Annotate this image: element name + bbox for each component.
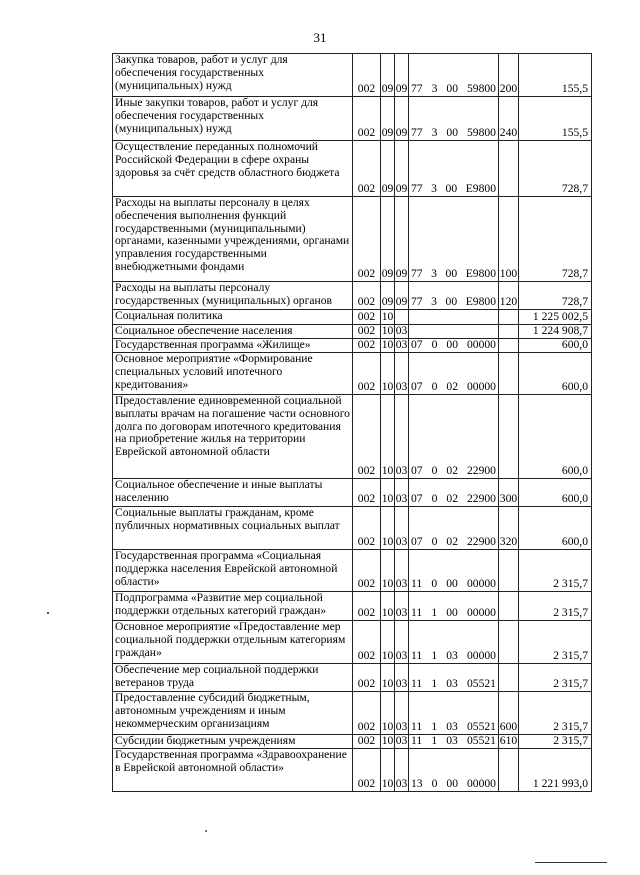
table-row [113,54,592,97]
row-amount: 600,0 [519,395,592,479]
target-article-part: 00 [446,338,458,352]
expense-type-code [499,353,519,395]
dept-code: 002 [353,325,381,339]
target-article-code [409,282,499,310]
target-article-parts [410,493,497,506]
target-article-parts [410,778,497,791]
row-name: Социальное обеспечение населения [113,325,353,339]
target-article-code [409,735,499,749]
section-code: 10 [381,621,395,664]
target-article-part: 00 [446,82,458,96]
section-code: 10 [381,664,395,692]
subsection-code: 03 [395,338,408,352]
target-article-part: 00 [445,295,458,309]
row-name: Обеспечение мер социальной поддержки ветеранов труда [113,664,353,692]
target-article-part: 00 [446,126,458,140]
subsection-code: 03 [395,395,409,479]
expense-type-code [499,395,519,479]
target-article-code [409,749,499,792]
scan-speck [205,830,207,832]
section-code: 10 [381,550,395,592]
dept-code: 002 [353,310,381,325]
page-number: 31 [313,30,327,45]
row-amount: 600,0 [519,507,592,550]
dept-code: 002 [353,479,381,507]
row-name: Осуществление переданных полномочий Российской Федерации в сфере охраны здоровья за счёт средств областного бюджета [113,141,353,197]
table-row [113,395,592,479]
target-article-part: 0 [431,338,438,352]
target-article-code [409,54,499,97]
target-article-parts [410,650,497,663]
subsection-code: 03 [395,507,409,550]
expense-type-code: 610 [499,734,518,748]
target-article-part: 0 [431,380,438,394]
row-name: Социальное обеспечение и иные выплаты населению [113,479,353,507]
expense-type-code [499,749,519,792]
target-article-part: 07 [411,380,423,394]
dept-code: 002 [353,735,381,749]
target-article-part: 00000 [466,338,496,352]
dept-code: 002 [353,197,381,282]
row-amount: 2 315,7 [519,692,592,735]
row-amount: 728,7 [519,282,592,310]
subsection-code [395,310,409,325]
row-amount: 155,5 [519,54,592,97]
table-row [113,749,592,792]
row-name: Закупка товаров, работ и услуг для обеспечения государственных (муниципальных) нужд [113,54,353,97]
target-article-part: 00000 [466,649,496,663]
target-article-parts [410,381,497,394]
section-code: 09 [381,54,395,97]
target-article-part: 07 [411,338,423,352]
row-amount: 155,5 [519,97,592,141]
subsection-code: 03 [395,550,409,592]
target-article-code [409,621,499,664]
target-article-code [409,507,499,550]
target-article-parts [410,735,497,748]
expense-type-code [499,310,519,325]
target-article-part: 00 [446,606,458,620]
target-article-part: 07 [411,535,423,549]
target-article-code [409,97,499,141]
target-article-parts [410,721,497,734]
section-code: 10 [381,749,395,792]
target-article-part: 0 [431,492,438,506]
target-article-part: 1 [431,606,438,620]
subsection-code: 09 [395,197,409,282]
target-article-parts [410,339,497,352]
table-row [113,141,592,197]
section-code: 10 [381,310,394,324]
target-article-part: 07 [411,464,423,478]
subsection-code: 03 [395,692,409,735]
table-row [113,97,592,141]
expense-type-code: 120 [499,282,519,310]
table-row [113,339,592,353]
target-article-part: 02 [446,380,458,394]
table-row [113,592,592,621]
target-article-part: 1 [431,649,438,663]
table-row [113,621,592,664]
subsection-code: 09 [395,141,409,197]
expense-type-code: 200 [499,54,519,97]
row-amount: 2 315,7 [519,735,592,749]
target-article-code [409,353,499,395]
target-article-part: 1 [431,720,438,734]
target-article-part: 22900 [466,535,496,549]
target-article-part: 00000 [466,777,496,791]
target-article-part: 1 [431,677,438,691]
table-row [113,197,592,282]
target-article-part: 05521 [466,677,496,691]
target-article-part: 3 [431,182,437,196]
expense-type-code [499,325,519,339]
subsection-code: 03 [395,592,409,621]
table-row [113,664,592,692]
expense-type-code [499,664,519,692]
target-article-part: 3 [431,82,438,96]
target-article-code [409,339,499,353]
target-article-code [409,550,499,592]
expense-type-code [499,550,519,592]
target-article-parts [410,268,497,281]
target-article-part: 00000 [466,606,496,620]
target-article-code [409,664,499,692]
row-amount: 728,7 [519,197,592,282]
target-article-code [409,692,499,735]
expense-type-code: 240 [499,97,519,141]
dept-code: 002 [353,97,381,141]
expense-type-code [499,141,519,197]
row-name: Основное мероприятие «Формирование специальных условий ипотечного кредитования» [113,353,353,395]
section-code: 10 [381,592,395,621]
row-name: Предоставление единовременной социальной выплаты врачам на погашение части основного долга по договорам ипотечного кредитования на приобретение жилья на территории Еврейской автономной области [113,395,353,479]
section-code: 10 [381,507,395,550]
target-article-part: 77 [411,82,423,96]
row-name: Расходы на выплаты персоналу в целях обеспечения выполнения функций государственными (муниципальными) органами, казенными учреждениями, органами управления государственными внебюджетными фондами [113,197,353,282]
target-article-part: 03 [446,720,458,734]
target-article-part: 00 [445,267,458,281]
section-code: 10 [381,324,394,338]
dept-code: 002 [353,282,381,310]
table-row [113,353,592,395]
subsection-code: 03 [395,353,409,395]
subsection-code: 03 [395,621,409,664]
target-article-code [409,395,499,479]
target-article-part: 03 [446,677,458,691]
target-article-part: 07 [411,492,423,506]
row-name: Основное мероприятие «Предоставление мер социальной поддержки отдельным категориям граждан» [113,621,353,664]
target-article-part: 0 [431,464,438,478]
target-article-part: 00 [446,577,458,591]
row-name: Субсидии бюджетным учреждениям [113,735,353,749]
row-name: Государственная программа «Жилище» [113,339,353,353]
target-article-parts [410,578,497,591]
row-amount: 1 221 993,0 [519,749,592,792]
row-amount: 2 315,7 [519,664,592,692]
subsection-code: 03 [395,324,408,338]
margin-mark [47,612,49,614]
dept-code: 002 [353,54,381,97]
target-article-parts [410,183,497,196]
target-article-part: 77 [411,267,423,281]
target-article-part: 02 [446,492,458,506]
section-code: 10 [381,692,395,735]
section-code: 09 [381,97,395,141]
expense-type-code: 600 [499,692,519,735]
section-code: 10 [381,734,394,748]
target-article-part: Е9800 [465,295,496,309]
target-article-code [409,592,499,621]
target-article-part: 59800 [466,126,496,140]
target-article-code [409,479,499,507]
row-name: Иные закупки товаров, работ и услуг для обеспечения государственных (муниципальных) нужд [113,97,353,141]
target-article-part: 02 [446,535,458,549]
table-row [113,692,592,735]
budget-table [112,53,592,792]
target-article-part: 0 [431,535,438,549]
target-article-part: Е9800 [465,182,496,196]
target-article-part: Е9800 [465,267,496,281]
table-row [113,735,592,749]
target-article-part: 02 [446,464,458,478]
section-code: 10 [381,338,394,352]
section-code: 09 [381,197,395,282]
target-article-part: 11 [411,577,423,591]
subsection-code: 03 [395,479,409,507]
dept-code: 002 [353,339,381,353]
target-article-parts [410,607,497,620]
row-name: Государственная программа «Здравоохранение в Еврейской автономной области» [113,749,353,792]
row-amount: 600,0 [519,339,592,353]
target-article-part: 22900 [466,492,496,506]
dept-code: 002 [353,664,381,692]
row-name: Государственная программа «Социальная поддержка населения Еврейской автономной области» [113,550,353,592]
target-article-part: 22900 [466,464,496,478]
subsection-code: 09 [395,54,409,97]
target-article-part: 1 [431,734,438,748]
section-code: 09 [381,141,395,197]
target-article-part: 0 [431,777,438,791]
target-article-part: 3 [431,126,438,140]
target-article-part: 05521 [466,734,496,748]
table-row [113,282,592,310]
target-article-part: 3 [431,295,437,309]
row-amount: 728,7 [519,141,592,197]
dept-code: 002 [353,141,381,197]
expense-type-code [499,339,519,353]
expense-type-code [499,592,519,621]
section-code: 10 [381,395,395,479]
target-article-part: 11 [411,734,423,748]
target-article-part: 13 [411,777,423,791]
subsection-code: 03 [395,734,408,748]
row-amount: 1 224 908,7 [519,325,592,339]
table-row [113,479,592,507]
target-article-part: 11 [411,720,423,734]
section-code: 10 [381,479,395,507]
row-name: Предоставление субсидий бюджетным, автономным учреждениям и иным некоммерческим организациям [113,692,353,735]
dept-code: 002 [353,692,381,735]
row-name: Социальные выплаты гражданам, кроме публичных нормативных социальных выплат [113,507,353,550]
dept-code: 002 [353,621,381,664]
target-article-part: 59800 [466,82,496,96]
section-code: 10 [381,353,395,395]
target-article-part: 03 [446,734,458,748]
target-article-code [409,141,499,197]
table-row [113,310,592,325]
target-article-part: 0 [431,577,438,591]
target-article-code [409,310,499,325]
target-article-code [409,197,499,282]
row-amount: 2 315,7 [519,592,592,621]
expense-type-code [499,621,519,664]
table-row [113,550,592,592]
target-article-part: 00 [445,182,458,196]
target-article-part: 00 [446,777,458,791]
dept-code: 002 [353,507,381,550]
expense-type-code: 320 [499,507,519,550]
section-code: 09 [381,282,395,310]
dept-code: 002 [353,550,381,592]
subsection-code: 09 [395,282,409,310]
target-article-part: 11 [411,677,423,691]
target-article-code [409,325,499,339]
target-article-part: 05521 [466,720,496,734]
target-article-parts [410,296,497,309]
target-article-part: 77 [411,126,423,140]
dept-code: 002 [353,353,381,395]
target-article-part: 3 [431,267,437,281]
target-article-parts [410,83,497,96]
dept-code: 002 [353,749,381,792]
row-name: Расходы на выплаты персоналу государственных (муниципальных) органов [113,282,353,310]
subsection-code: 03 [395,749,409,792]
subsection-code: 09 [395,97,409,141]
target-article-part: 03 [446,649,458,663]
target-article-parts [410,127,497,140]
target-article-part: 11 [411,649,423,663]
target-article-parts [410,465,497,478]
target-article-part: 00000 [466,380,496,394]
row-amount: 2 315,7 [519,550,592,592]
expense-type-code: 300 [499,479,519,507]
subsection-code: 03 [395,664,409,692]
row-amount: 600,0 [519,353,592,395]
row-name: Социальная политика [113,310,353,325]
target-article-part: 11 [411,606,423,620]
target-article-parts [410,678,497,691]
target-article-part: 77 [411,182,423,196]
row-amount: 600,0 [519,479,592,507]
footer-rule [535,862,607,863]
row-name: Подпрограмма «Развитие мер социальной поддержки отдельных категорий граждан» [113,592,353,621]
row-amount: 2 315,7 [519,621,592,664]
target-article-part: 00000 [466,577,496,591]
dept-code: 002 [353,592,381,621]
target-article-parts [410,536,497,549]
dept-code: 002 [353,395,381,479]
target-article-part: 77 [411,295,423,309]
expense-type-code: 100 [499,197,519,282]
table-row [113,507,592,550]
table-row [113,325,592,339]
row-amount: 1 225 002,5 [519,310,592,325]
